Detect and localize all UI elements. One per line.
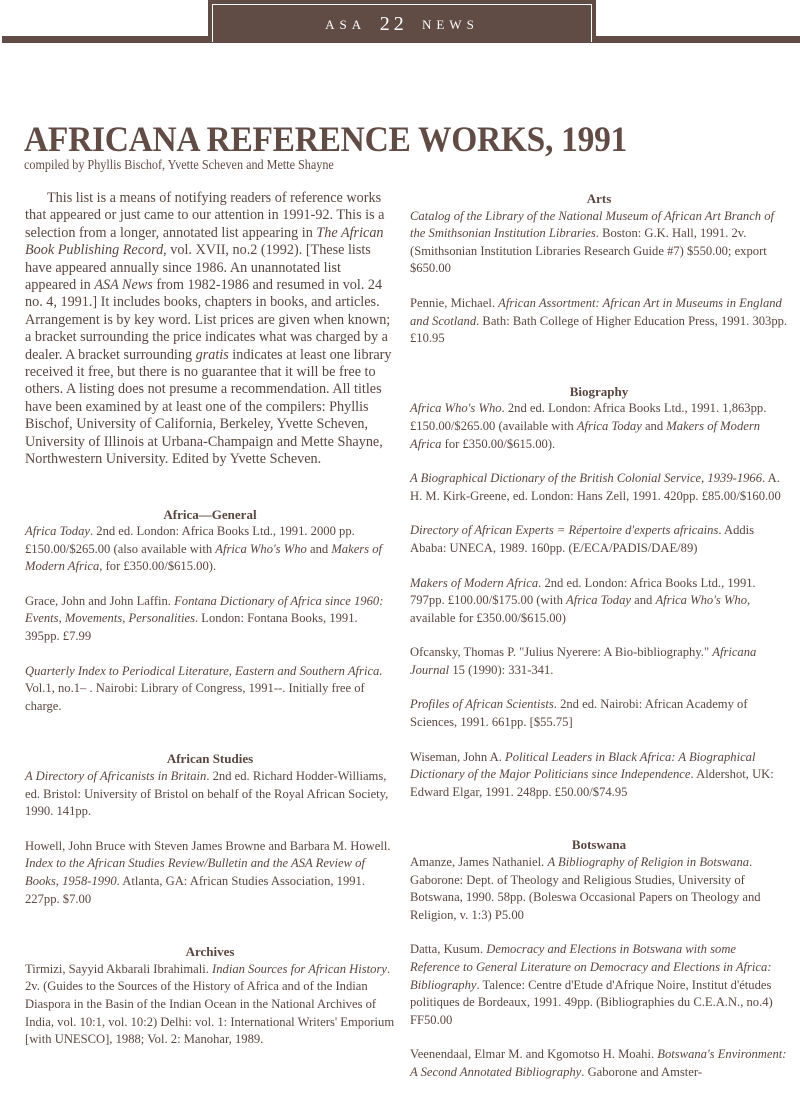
bibliography-entry: Veenendaal, Elmar M. and Kgomotso H. Moahi. Botswana's Environment: A Second Annotated Bibliography. Gaborone and Amster- <box>410 1047 787 1079</box>
right-column <box>410 190 788 1117</box>
intro-paragraph: This list is a means of notifying readers of reference works that appeared or just came to our attention in 1991-92. This is a selection from a longer, annotated list appearing in The African Book Publishing Record, vol. XVII, no.2 (1992). [These lists have appeared annually since 1986. An unannotated list appeared in ASA News from 1982-1986 and resumed in vol. 24 no. 4, 1991.] It includes books, chapters in books, and articles. Arrangement is by key word. List prices are given when known; a bracket surrounding the price indicates what was charged by a dealer. A bracket surrounding gratis indicates at least one library received it free, but there is no guarantee that it will be free to others. A listing does not presume a recommendation. All titles have been examined by at least one of the compilers: Phyllis Bischof, University of California, Berkeley, Yvette Scheven, University of Illinois at Urbana-Champaign and Mette Shayne, Northwestern University. Edited by Yvette Scheven. <box>25 190 392 468</box>
italic-title: Democracy and Elections in Botswana with some Reference to General Literature on Democracy and Elections in Africa: Bibliography <box>410 942 772 992</box>
masthead <box>208 0 596 40</box>
section-heading: Africa—General <box>163 506 257 522</box>
bibliography-entry: Ofcansky, Thomas P. "Julius Nyerere: A Bio-bibliography." Africana Journal 15 (1990): 331-341. <box>410 645 757 677</box>
section-heading: Archives <box>185 944 235 960</box>
section-heading: Botswana <box>571 837 627 853</box>
bibliography-entry: Quarterly Index to Periodical Literature, Eastern and Southern Africa. Vol.1, no.1– . Nairobi: Library of Congress, 1991--. Initially free of charge. <box>25 663 383 713</box>
italic-title: Africa Who's Who <box>410 401 502 416</box>
masthead-right: NEWS <box>421 17 479 32</box>
bibliography-entry: Africa Today. 2nd ed. London: Africa Books Ltd., 1991. 2000 pp. £150.00/$265.00 (also available with Africa Who's Who and Makers of Modern Africa, for £350.00/$615.00). <box>25 524 383 574</box>
bibliography-entry: Catalog of the Library of the National Museum of African Art Branch of the Smithsonian Institution Libraries. Boston: G.K. Hall, 1991. 2v. (Smithsonian Institution Libraries Research Guide #7) $550.00; export $650.00 <box>410 208 775 276</box>
bibliography-entry: Pennie, Michael. African Assortment: African Art in Museums in England and Scotland. Bath: Bath College of Higher Education Press, 1991. 303pp. £10.95 <box>410 295 788 346</box>
bibliography-entry: Datta, Kusum. Democracy and Elections in Botswana with some Reference to General Literature on Democracy and Elections in Africa: Bibliography. Talence: Centre d'Etude d'Afrique Noire, Institut d'études politiques de Bordeaux, 1991. 49pp. (Bibliographies du C.E.A.N., no.4) FF50.00 <box>410 942 773 1027</box>
bibliography-entry: Amanze, James Nathaniel. A Bibliography of Religion in Botswana. Gaborone: Dept. of Theology and Religious Studies, University of Botswana, 1990. 58pp. (Boleswa Occasional Papers on Theology and Religion, v. 1:3) P5.00 <box>410 855 761 922</box>
bibliography-entry: Profiles of African Scientists. 2nd ed. Nairobi: African Academy of Sciences, 1991. 661pp. [$55.75] <box>410 697 748 730</box>
italic-title: The African Book Publishing Record <box>25 224 384 259</box>
bibliography-entry: Directory of African Experts = Répertoire d'experts africains. Addis Ababa: UNECA, 1989. 160pp. (E/ECA/PADIS/DAE/89) <box>410 523 755 555</box>
italic-title: A Biographical Dictionary of the British Colonial Service, 1939-1966 <box>410 471 763 486</box>
left-sections <box>25 506 395 1084</box>
masthead-title <box>208 12 596 35</box>
italic-title: Directory of African Experts = Répertoire d'experts africains <box>410 523 719 538</box>
italic-title: Makers of Modern Africa <box>25 541 383 574</box>
bibliography-entry: Tirmizi, Sayyid Akbarali Ibrahimali. Indian Sources for African History. 2v. (Guides to the Sources of the History of Africa and of the Indian Diaspora in the Basin of the Indian Ocean in the National Archives of India, vol. 10:1, vol. 10:2) Delhi: vol. 1: International Writers' Emporium [with UNESCO], 1988; Vol. 2: Manohar, 1989. <box>25 961 395 1047</box>
italic-title: Quarterly Index to Periodical Literature, Eastern and Southern Africa. <box>25 663 383 678</box>
section-heading: Biography <box>569 383 629 399</box>
italic-title: Makers of Modern Africa <box>410 418 761 451</box>
bibliography-entry: Wiseman, John A. Political Leaders in Black Africa: A Biographical Dictionary of the Major Politicians since Independence. Aldershot, UK: Edward Elgar, 1991. 248pp. £50.00/$74.95 <box>410 749 774 799</box>
italic-title: Africa Who's Who <box>215 541 307 556</box>
italic-title: Botswana's Environment: A Second Annotated Bibliography <box>410 1047 787 1079</box>
italic-title: A Bibliography of Religion in Botswana <box>547 855 750 870</box>
article-title: AFRICANA REFERENCE WORKS, 1991 <box>24 119 628 159</box>
bibliography-entry: A Directory of Africanists in Britain. 2nd ed. Richard Hodder-Williams, ed. Bristol: University of Bristol on behalf of the Royal African Society, 1990. 141pp. <box>25 769 389 819</box>
article-byline: compiled by Phyllis Bischof, Yvette Scheven and Mette Shayne <box>24 157 334 172</box>
section-heading: Arts <box>586 191 612 206</box>
italic-title: ASA News <box>94 277 153 294</box>
italic-title: Africa Today <box>576 418 642 433</box>
right-sections <box>410 190 788 1117</box>
bibliography-entry: Makers of Modern Africa. 2nd ed. London: Africa Books Ltd., 1991. 797pp. £100.00/$175.00 (with Africa Today and Africa Who's Who, available for £350.00/$615.00) <box>410 575 756 625</box>
italic-title: Makers of Modern Africa <box>410 575 539 590</box>
italic-title: A Directory of Africanists in Britain <box>25 769 207 784</box>
italic-title: Indian Sources for African History <box>212 961 387 976</box>
left-column <box>25 190 395 1084</box>
italic-title: Africana Journal <box>410 645 757 677</box>
italic-title: gratis <box>195 346 229 363</box>
italic-title: African Assortment: African Art in Museums in England and Scotland <box>410 295 782 328</box>
bibliography-entry: Grace, John and John Laffin. Fontana Dictionary of Africa since 1960: Events, Movements, Personalities. London: Fontana Books, 1991. 395pp. £7.99 <box>25 593 384 644</box>
bibliography-entry: A Biographical Dictionary of the British Colonial Service, 1939-1966. A. H. M. Kirk-Greene, ed. London: Hans Zell, 1991. 420pp. £85.00/$160.00 <box>410 471 781 503</box>
italic-title: Catalog of the Library of the National Museum of African Art Branch of the Smithsonian Institution Libraries <box>410 208 775 241</box>
italic-title: Africa Who's Who <box>655 593 748 608</box>
page-number: 22 <box>379 13 408 35</box>
italic-title: Profiles of African Scientists <box>410 697 554 712</box>
bibliography-entry: Howell, John Bruce with Steven James Browne and Barbara M. Howell. Index to the African Studies Review/Bulletin and the ASA Review of Books, 1958-1990. Atlanta, GA: African Studies Association, 1991. 227pp. $7.00 <box>25 838 391 906</box>
masthead-left: ASA <box>325 17 366 32</box>
section-heading: African Studies <box>166 751 254 767</box>
italic-title: Political Leaders in Black Africa: A Biographical Dictionary of the Major Politicians since Independence <box>410 749 756 782</box>
italic-title: Africa Today <box>566 593 631 608</box>
italic-title: Africa Today <box>25 524 90 539</box>
bibliography-entry: Africa Who's Who. 2nd ed. London: Africa Books Ltd., 1991. 1,863pp. £150.00/$265.00 (available with Africa Today and Makers of Modern Africa for £350.00/$615.00). <box>410 401 767 451</box>
italic-title: Index to the African Studies Review/Bulletin and the ASA Review of Books, 1958-1990 <box>25 856 365 888</box>
italic-title: Fontana Dictionary of Africa since 1960: Events, Movements, Personalities <box>25 593 384 626</box>
